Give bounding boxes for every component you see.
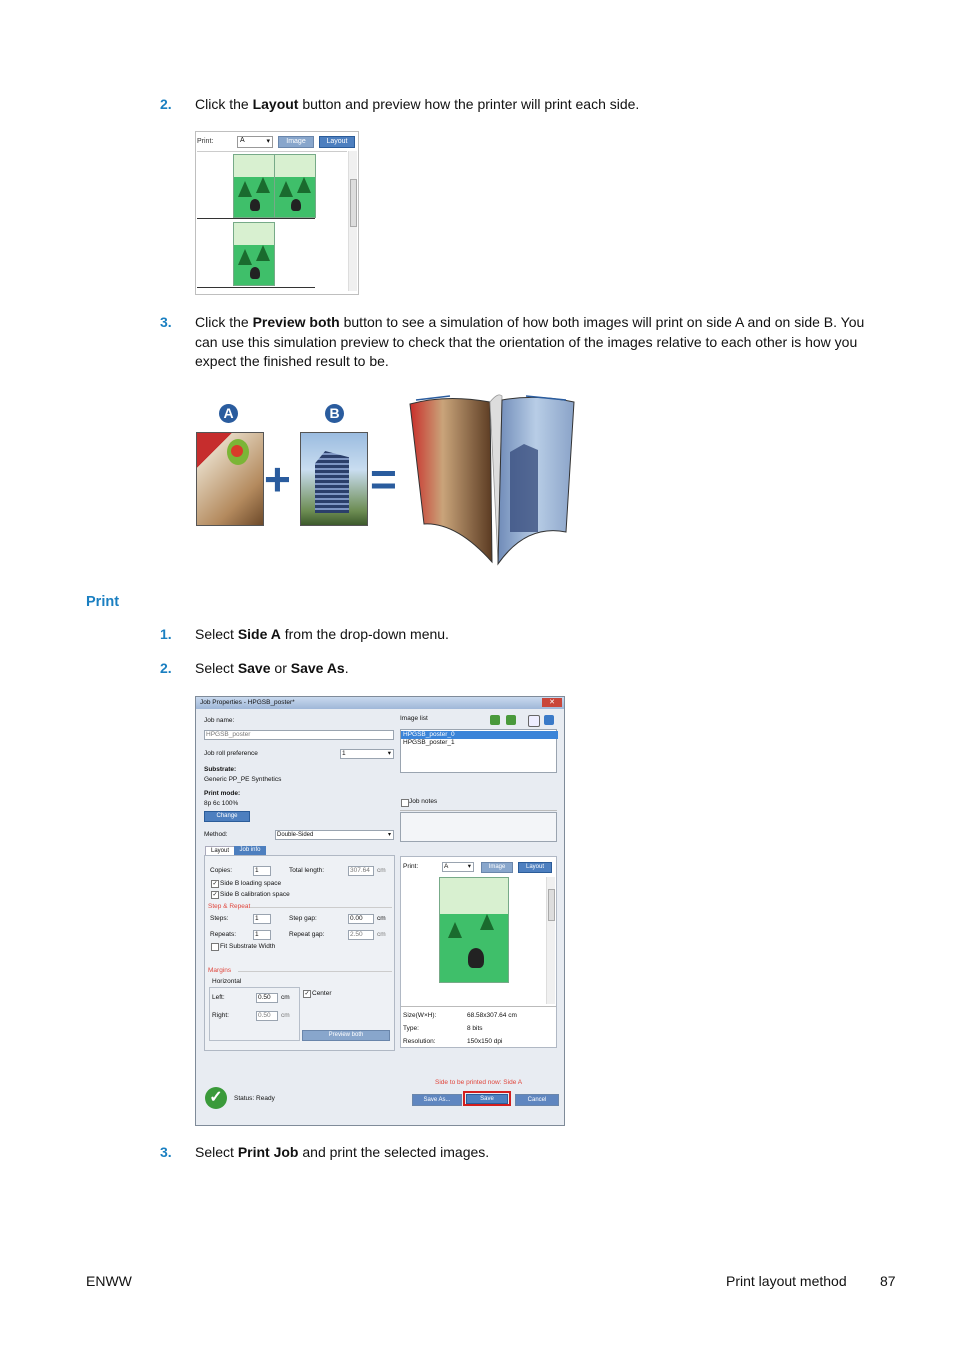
repeats-input[interactable]: 1: [253, 930, 271, 940]
right-margin-label: Right:: [212, 1012, 229, 1019]
side-b-calib-checkbox[interactable]: ✓: [212, 892, 218, 898]
status-text: Status: Ready: [234, 1095, 275, 1102]
step-text-part: or: [270, 660, 291, 676]
folded-book-icon: [406, 392, 586, 570]
layout-button[interactable]: Layout: [319, 136, 355, 148]
repeats-label: Repeats:: [210, 931, 237, 938]
step-number: 3.: [160, 314, 172, 330]
left-margin-label: Left:: [212, 994, 225, 1001]
job-roll-select[interactable]: [340, 749, 394, 759]
list-item-selected[interactable]: HPGSB_poster_0: [401, 731, 558, 739]
step-text-part: button and preview how the printer will print each side.: [298, 96, 640, 112]
save-as-button[interactable]: Save As...: [412, 1094, 462, 1106]
side-a-marker: A: [219, 404, 238, 423]
cancel-button[interactable]: Cancel: [515, 1094, 559, 1106]
divider: [197, 218, 315, 219]
step-text-part: Select: [195, 626, 238, 642]
job-name-input[interactable]: HPGSB_poster: [204, 730, 394, 740]
method-label: Method:: [204, 831, 228, 838]
dialog-title: Job Properties - HPGSB_poster*: [200, 699, 295, 706]
print-label: Print:: [403, 863, 419, 870]
total-length-label: Total length:: [289, 867, 325, 874]
step-gap-input[interactable]: 0.00: [348, 914, 374, 924]
size-value: 68.58x307.64 cm: [467, 1012, 517, 1019]
print-side-select[interactable]: [442, 862, 474, 872]
side-b-marker: B: [325, 404, 344, 423]
type-value: 8 bits: [467, 1025, 483, 1032]
tab-layout[interactable]: Layout: [205, 846, 235, 857]
job-roll-label: Job roll preference: [204, 750, 258, 757]
dialog-titlebar: [196, 697, 564, 709]
side-a-image: [196, 432, 264, 526]
chevron-down-icon: ▾: [387, 832, 391, 838]
center-label: Center: [312, 990, 332, 997]
document-icon[interactable]: [528, 715, 540, 727]
left-margin-input[interactable]: 0.50: [256, 993, 278, 1003]
footer-title: Print layout method: [726, 1273, 847, 1289]
divider: [250, 907, 392, 908]
change-button[interactable]: Change: [204, 811, 250, 822]
equals-sign: =: [370, 453, 397, 505]
repeat-gap-label: Repeat gap:: [289, 931, 325, 938]
print-side-value: A: [444, 863, 449, 870]
step-text: [195, 313, 885, 372]
poster-thumbnail: [439, 877, 509, 983]
step-text-bold: Side A: [237, 626, 281, 642]
margins-heading: Margins: [208, 967, 232, 974]
step-text-part: button to see a simulation of how both images will print on side A and on side B. You can use this simulation preview to check that the orientation of the images relative to each other is how you expect the finished result to be.: [195, 314, 865, 369]
step-number: 3.: [160, 1144, 172, 1160]
layout-preview-screenshot: [195, 131, 359, 295]
poster-thumbnail: [233, 222, 275, 286]
fit-substrate-label: Fit Substrate Width: [220, 943, 276, 950]
unit-label: cm: [281, 1012, 290, 1019]
copies-label: Copies:: [210, 867, 233, 874]
step-text: [195, 1143, 489, 1163]
job-notes-area[interactable]: [400, 812, 557, 842]
method-value: Double-Sided: [277, 832, 314, 838]
step-text-bold: Save: [237, 660, 271, 676]
print-mode-value: 8p 6c 100%: [204, 800, 239, 807]
chevron-down-icon: ▾: [387, 750, 391, 757]
center-checkbox[interactable]: ✓: [304, 991, 310, 997]
poster-thumbnail: [274, 154, 316, 218]
divider: [400, 810, 557, 811]
side-b-loading-checkbox[interactable]: ✓: [212, 881, 218, 887]
divider: [238, 971, 392, 972]
layout-panel: [204, 855, 395, 1051]
unit-label: cm: [377, 931, 386, 938]
step-text-bold: Layout: [252, 96, 299, 112]
copies-input[interactable]: 1: [253, 866, 271, 876]
image-list-label: Image list: [400, 715, 428, 722]
unit-label: cm: [281, 994, 290, 1001]
status-check-icon: ✓: [205, 1087, 227, 1109]
side-b-image: [300, 432, 368, 526]
step-text: [195, 659, 349, 679]
step-text-bold: Save As: [290, 660, 345, 676]
side-b-loading-label: Side B loading space: [220, 880, 282, 887]
steps-label: Steps:: [210, 915, 229, 922]
horizontal-label: Horizontal: [212, 978, 242, 985]
job-notes-label: Job notes: [409, 798, 438, 805]
image-button[interactable]: Image: [481, 862, 513, 873]
preview-area: [197, 151, 347, 291]
substrate-label: Substrate:: [204, 766, 237, 773]
section-heading: Print: [86, 594, 120, 610]
step-text: [195, 625, 449, 645]
resolution-value: 150x150 dpi: [467, 1038, 503, 1045]
side-to-print-text: Side to be printed now: Side A: [435, 1079, 523, 1086]
scrollbar[interactable]: [348, 151, 357, 291]
scrollbar[interactable]: [546, 877, 555, 1004]
total-length-input[interactable]: 307.64: [348, 866, 374, 876]
image-button[interactable]: Image: [278, 136, 314, 148]
refresh-icon[interactable]: [490, 715, 500, 725]
job-notes-checkbox[interactable]: [401, 799, 409, 807]
method-select[interactable]: [275, 830, 394, 840]
steps-input[interactable]: 1: [253, 914, 271, 924]
list-item[interactable]: HPGSB_poster_1: [403, 739, 455, 746]
unit-label: cm: [377, 867, 386, 874]
step-text-bold: Preview both: [252, 314, 340, 330]
side-dropdown[interactable]: [237, 136, 273, 148]
print-mode-label: Print mode:: [204, 790, 241, 797]
step-text-part: Select: [195, 660, 238, 676]
add-icon[interactable]: [506, 715, 516, 725]
job-roll-value: 1: [342, 750, 346, 757]
close-icon[interactable]: ✕: [542, 698, 562, 707]
layout-button[interactable]: Layout: [518, 862, 552, 873]
step-text-part: Click the: [195, 314, 253, 330]
poster-thumbnail: [233, 154, 275, 218]
chevron-down-icon: ▾: [467, 863, 471, 870]
job-properties-dialog: [195, 696, 565, 1126]
print-preview-panel: [400, 856, 557, 1048]
fit-substrate-checkbox[interactable]: [211, 943, 219, 951]
substrate-value: Generic PP_PE Synthetics: [204, 776, 282, 783]
scrollbar-thumb[interactable]: [548, 889, 555, 921]
image-list[interactable]: [400, 729, 557, 773]
side-value: A: [240, 137, 245, 144]
step-gap-label: Step gap:: [289, 915, 317, 922]
delete-icon[interactable]: [544, 715, 554, 725]
type-label: Type:: [403, 1025, 419, 1032]
print-label: Print:: [197, 138, 214, 145]
repeat-gap-input[interactable]: 2.50: [348, 930, 374, 940]
resolution-label: Resolution:: [403, 1038, 436, 1045]
job-name-label: Job name:: [204, 717, 235, 724]
preview-both-illustration: [196, 392, 588, 570]
divider: [401, 1006, 556, 1007]
step-number: 1.: [160, 626, 172, 642]
step-number: 2.: [160, 96, 172, 112]
step-text-part: Click the: [195, 96, 253, 112]
chevron-down-icon: ▾: [266, 138, 270, 145]
step-repeat-heading: Step & Repeat: [208, 903, 251, 910]
page-number: 87: [880, 1273, 896, 1289]
side-b-calib-label: Side B calibration space: [220, 891, 290, 898]
step-text-part: .: [344, 660, 349, 676]
step-number: 2.: [160, 660, 172, 676]
size-label: Size(W×H):: [403, 1012, 437, 1019]
save-button[interactable]: Save: [466, 1094, 508, 1104]
step-text-bold: Print Job: [237, 1144, 299, 1160]
tab-job-info[interactable]: Job info: [234, 846, 266, 855]
unit-label: cm: [377, 915, 386, 922]
step-text-part: Select: [195, 1144, 238, 1160]
step-text-part: from the drop-down menu.: [280, 626, 449, 642]
step-text: [195, 95, 895, 115]
plus-sign: +: [264, 453, 291, 505]
preview-both-button[interactable]: Preview both: [302, 1030, 390, 1041]
scrollbar-thumb[interactable]: [350, 179, 357, 227]
footer-left: ENWW: [86, 1273, 132, 1289]
right-margin-input[interactable]: 0.50: [256, 1011, 278, 1021]
divider: [197, 287, 315, 288]
step-text-part: and print the selected images.: [298, 1144, 490, 1160]
